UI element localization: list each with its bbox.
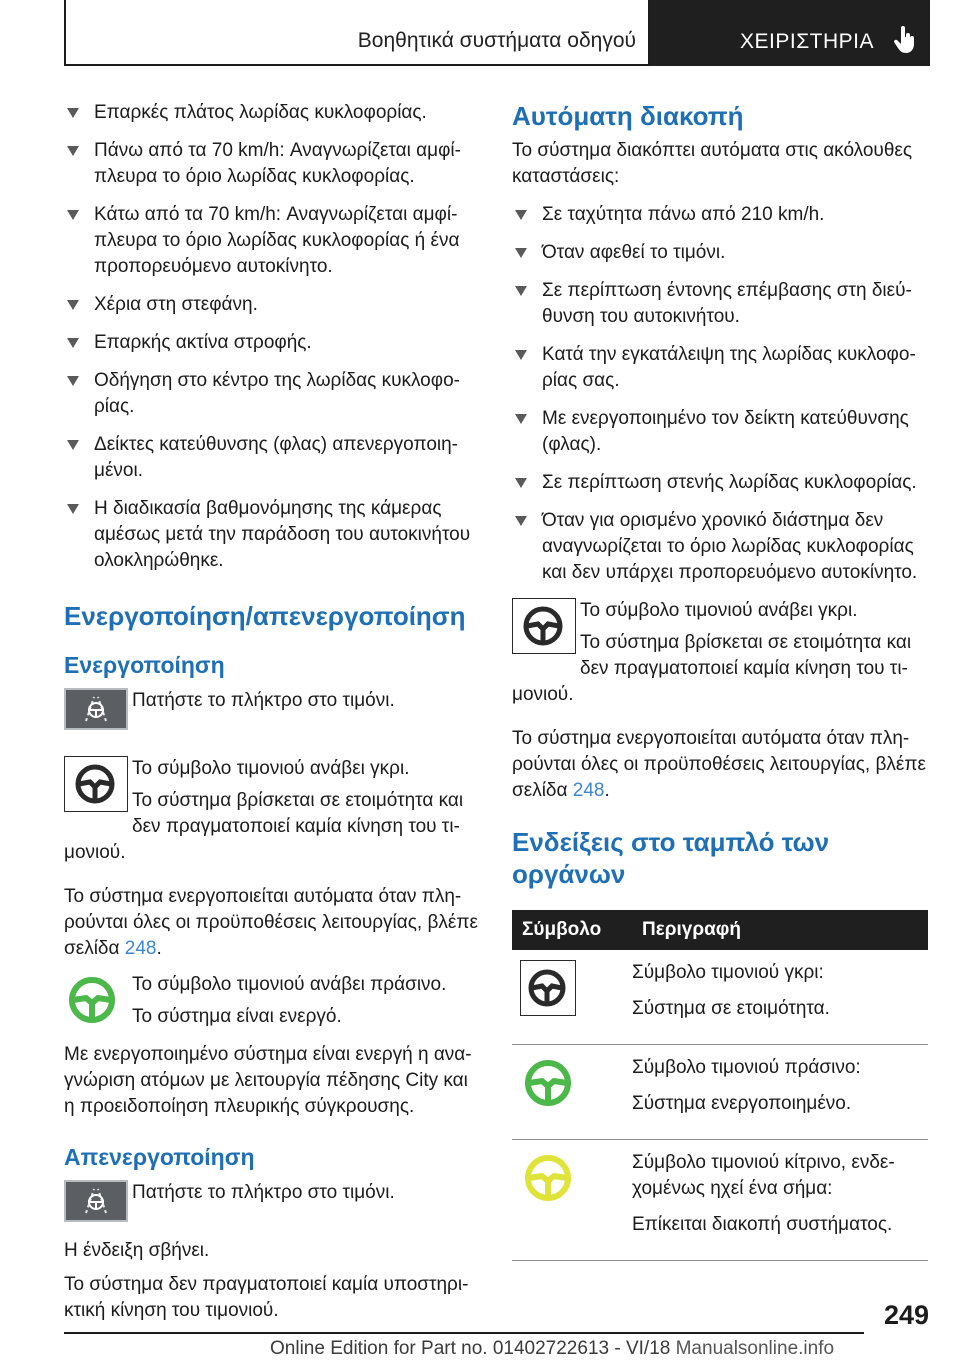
list-item: Επαρκής ακτίνα στροφής. <box>64 330 478 356</box>
table-header-description: Περιγραφή <box>632 910 928 950</box>
grey-symbol-text: Το σύμβολο τιμονιού ανάβει γκρι. <box>132 758 410 779</box>
green-symbol-text: Το σύμβολο τιμονιού ανάβει πράσινο. <box>132 974 447 995</box>
table-row <box>512 1045 928 1140</box>
grey-symbol-block-right <box>512 598 928 714</box>
lane-assist-button-icon <box>64 688 128 730</box>
press-instruction: Πατήστε το πλήκτρο στο τιμόνι. <box>132 690 395 711</box>
green-symbol-block <box>64 972 478 1036</box>
hand-pointer-icon <box>894 26 916 54</box>
grey-symbol-block <box>64 756 478 872</box>
press-button-off-block <box>64 1180 478 1226</box>
steering-wheel-grey-icon <box>520 960 576 1016</box>
press-off-instruction: Πατήστε το πλήκτρο στο τιμόνι. <box>132 1182 395 1203</box>
table-cell-text: Επίκειται διακοπή συστήματος. <box>632 1214 893 1235</box>
list-item: Κατά την εγκατάλειψη της λωρίδας κυκλοφο-ρίας σας. <box>512 342 928 394</box>
steering-wheel-green-icon <box>520 1055 580 1111</box>
footer-divider <box>64 1332 864 1334</box>
table-row <box>512 950 928 1045</box>
page-number: 249 <box>884 1300 930 1330</box>
footer-edition: Online Edition for Part no. 01402722613 - VI/18 Manualsonline.info <box>270 1338 835 1359</box>
grey-symbol-status: Το σύστημα βρίσκεται σε ετοιμότητα και δεν πραγματοποιεί καμία κίνηση του τι-μονιού. <box>64 790 464 863</box>
grey-symbol-text: Το σύμβολο τιμονιού ανάβει γκρι. <box>580 600 858 621</box>
list-item: Οδήγηση στο κέντρο της λωρίδας κυκλοφο-ρίας. <box>64 368 478 420</box>
list-item: Η διαδικασία βαθμονόμησης της κάμερας αμέσως μετά την παράδοση του αυτοκινήτου ολοκληρώθηκε. <box>64 496 478 574</box>
auto-interrupt-intro: Το σύστημα διακόπτει αυτόματα στις ακόλουθες καταστάσεις: <box>512 140 913 187</box>
table-cell-text: Σύμβολο τιμονιού γκρι: <box>632 962 824 983</box>
auto-activation-text: Το σύστημα ενεργοποιείται αυτόματα όταν πλη-ρούνται όλες οι προϋποθέσεις λειτουργίας, βλέπε σελίδα 248. <box>64 886 478 959</box>
list-item: Πάνω από τα 70 km/h: Αναγνωρίζεται αμφί-πλευρα το όριο λωρίδας κυκλοφορίας. <box>64 138 478 190</box>
steering-wheel-yellow-icon <box>520 1150 580 1206</box>
heading-activation: Ενεργοποίηση <box>64 652 225 678</box>
heading-auto-interrupt: Αυτόματη διακοπή <box>512 101 744 131</box>
lane-assist-button-icon <box>64 1180 128 1222</box>
list-item: Με ενεργοποιημένο τον δείκτη κατεύθυνσης (φλας). <box>512 406 928 458</box>
table-row <box>512 1140 928 1261</box>
list-item: Σε περίπτωση στενής λωρίδας κυκλοφορίας. <box>512 470 928 496</box>
right-column <box>512 100 928 1261</box>
list-item: Σε περίπτωση έντονης επέμβασης στη διεύ-θυνση του αυτοκινήτου. <box>512 278 928 330</box>
page-link[interactable]: 248 <box>124 938 157 959</box>
heading-instrument-display: Ενδείξεις στο ταμπλό των οργάνων <box>512 827 830 889</box>
steering-wheel-grey-icon <box>512 598 576 654</box>
page-link[interactable]: 248 <box>572 780 605 801</box>
footer-watermark[interactable]: Manualsonline.info <box>675 1338 835 1359</box>
table-cell-text: Σύστημα σε ετοιμότητα. <box>632 998 830 1019</box>
list-item: Κάτω από τα 70 km/h: Αναγνωρίζεται αμφί-πλευρα το όριο λωρίδας κυκλοφορίας ή ένα προπορευόμενο αυτοκίνητο. <box>64 202 478 280</box>
list-item: Όταν αφεθεί το τιμόνι. <box>512 240 928 266</box>
table-cell-text: Σύμβολο τιμονιού κίτρινο, ενδε-χομένως ηχεί ένα σήμα: <box>632 1152 895 1199</box>
indicator-off-text: Η ένδειξη σβήνει. <box>64 1240 210 1261</box>
header-chapter-box <box>650 0 930 66</box>
header-section-box <box>64 0 650 66</box>
list-item: Χέρια στη στεφάνη. <box>64 292 478 318</box>
no-steering-text: Το σύστημα δεν πραγματοποιεί καμία υποστηρι-κτική κίνηση του τιμονιού. <box>64 1274 469 1321</box>
left-column <box>64 100 478 1324</box>
side-collision-text: Με ενεργοποιημένο σύστημα είναι ενεργή η ανα-γνώριση ατόμων με λειτουργία πέδησης City και η προειδοποίηση πλευρικής σύγκρουσης. <box>64 1044 472 1117</box>
table-header-row <box>512 910 928 950</box>
table-cell-text: Σύστημα ενεργοποιημένο. <box>632 1093 852 1114</box>
heading-deactivation: Απενεργοποίηση <box>64 1144 255 1170</box>
header-chapter-title: ΧΕΙΡΙΣΤΗΡΙΑ <box>740 30 875 53</box>
green-symbol-status: Το σύστημα είναι ενεργό. <box>132 1006 342 1027</box>
symbol-table <box>512 910 928 1261</box>
list-item: Δείκτες κατεύθυνσης (φλας) απενεργοποιη-μένοι. <box>64 432 478 484</box>
list-item: Όταν για ορισμένο χρονικό διάστημα δεν αναγνωρίζεται το όριο λωρίδας κυκλοφορίας και δεν υπάρχει προπορευόμενο αυτοκίνητο. <box>512 508 928 586</box>
auto-activation-text-right: Το σύστημα ενεργοποιείται αυτόματα όταν πλη-ρούνται όλες οι προϋποθέσεις λειτουργίας, βλέπε σελίδα 248. <box>512 728 926 801</box>
steering-wheel-green-icon <box>64 972 128 1028</box>
header-section-title: Βοηθητικά συστήματα οδηγού <box>357 29 636 52</box>
table-header-symbol: Σύμβολο <box>512 910 632 950</box>
heading-on-off: Ενεργοποίηση/απενεργοποίηση <box>64 601 466 631</box>
table-cell-text: Σύμβολο τιμονιού πράσινο: <box>632 1057 861 1078</box>
grey-symbol-status: Το σύστημα βρίσκεται σε ετοιμότητα και δεν πραγματοποιεί καμία κίνηση του τι-μονιού. <box>512 632 912 705</box>
press-button-block <box>64 688 478 734</box>
page-header <box>64 0 930 66</box>
list-item: Σε ταχύτητα πάνω από 210 km/h. <box>512 202 928 228</box>
steering-wheel-grey-icon <box>64 756 128 812</box>
list-item: Επαρκές πλάτος λωρίδας κυκλοφορίας. <box>64 100 478 126</box>
